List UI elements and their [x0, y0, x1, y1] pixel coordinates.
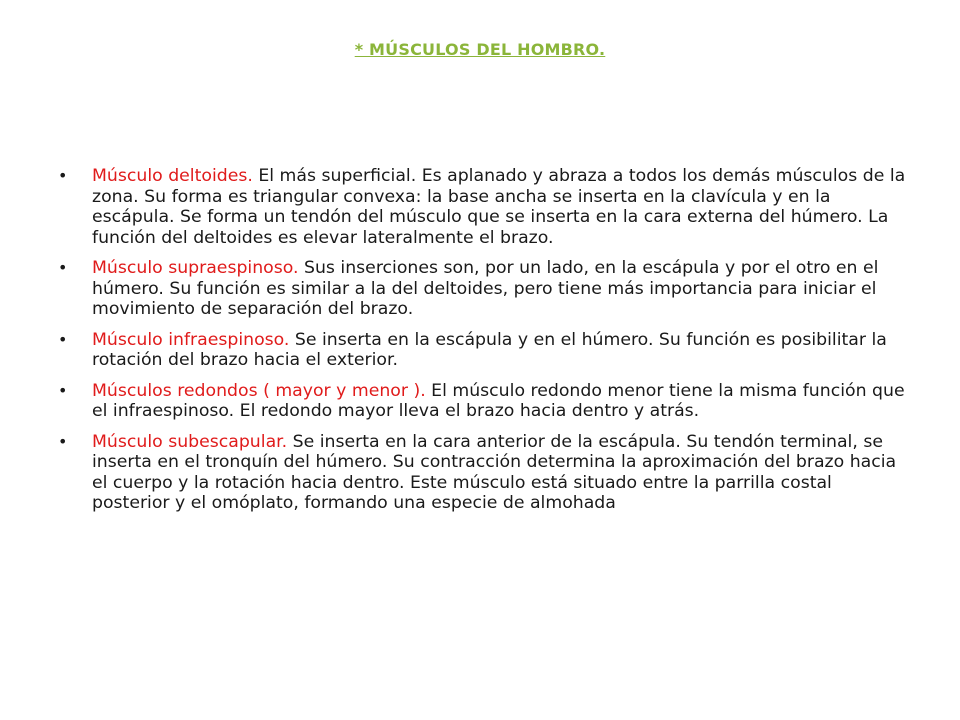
list-item: [58, 166, 908, 248]
bullet-icon: •: [58, 258, 68, 277]
list-item: [58, 432, 908, 514]
bullet-list-container: [58, 166, 908, 524]
muscle-description: El músculo redondo menor tiene la misma función que el infraespinoso. El redondo mayor lleva el brazo hacia dentro y atrás.: [92, 380, 905, 421]
bullet-icon: •: [58, 329, 68, 349]
muscle-term: Músculo subescapular.: [92, 431, 288, 452]
list-item: [58, 258, 908, 320]
muscle-term: Músculo supraespinoso.: [92, 258, 299, 278]
muscle-term: Músculo deltoides.: [92, 166, 253, 186]
muscle-description: Se inserta en la cara anterior de la escápula. Su tendón terminal, se inserta en el tronquín del húmero. Su contracción determina la aproximación del brazo hacia el cuerpo y la rotación hacia dentro. Este músculo está situado entre la parrilla costal posterior y el omóplato, formando una especie de almohada: [92, 431, 897, 513]
bullet-icon: •: [58, 166, 68, 185]
muscle-description: El más superficial. Es aplanado y abraza a todos los demás músculos de la zona. Su forma es triangular convexa: la base ancha se inserta en la clavícula y en la escápula. Se forma un tendón del músculo que se inserta en la cara externa del húmero. La función del deltoides es elevar lateralmente el brazo.: [92, 166, 906, 248]
list-item: [58, 381, 908, 422]
muscle-term: Músculos redondos ( mayor y menor ).: [92, 380, 426, 401]
page-title: * MÚSCULOS DEL HOMBRO.: [354, 40, 606, 59]
bullet-icon: •: [58, 431, 68, 451]
muscle-description: Se inserta en la escápula y en el húmero. Su función es posibilitar la rotación del brazo hacia el exterior.: [92, 329, 887, 370]
bullet-icon: •: [58, 380, 68, 400]
muscle-term: Músculo infraespinoso.: [92, 329, 290, 350]
list-item: [58, 330, 908, 371]
muscle-description: Sus inserciones son, por un lado, en la escápula y por el otro en el húmero. Su función es similar a la del deltoides, pero tiene más importancia para iniciar el movimiento de separación del brazo.: [92, 258, 879, 319]
bullet-list: [58, 166, 908, 514]
